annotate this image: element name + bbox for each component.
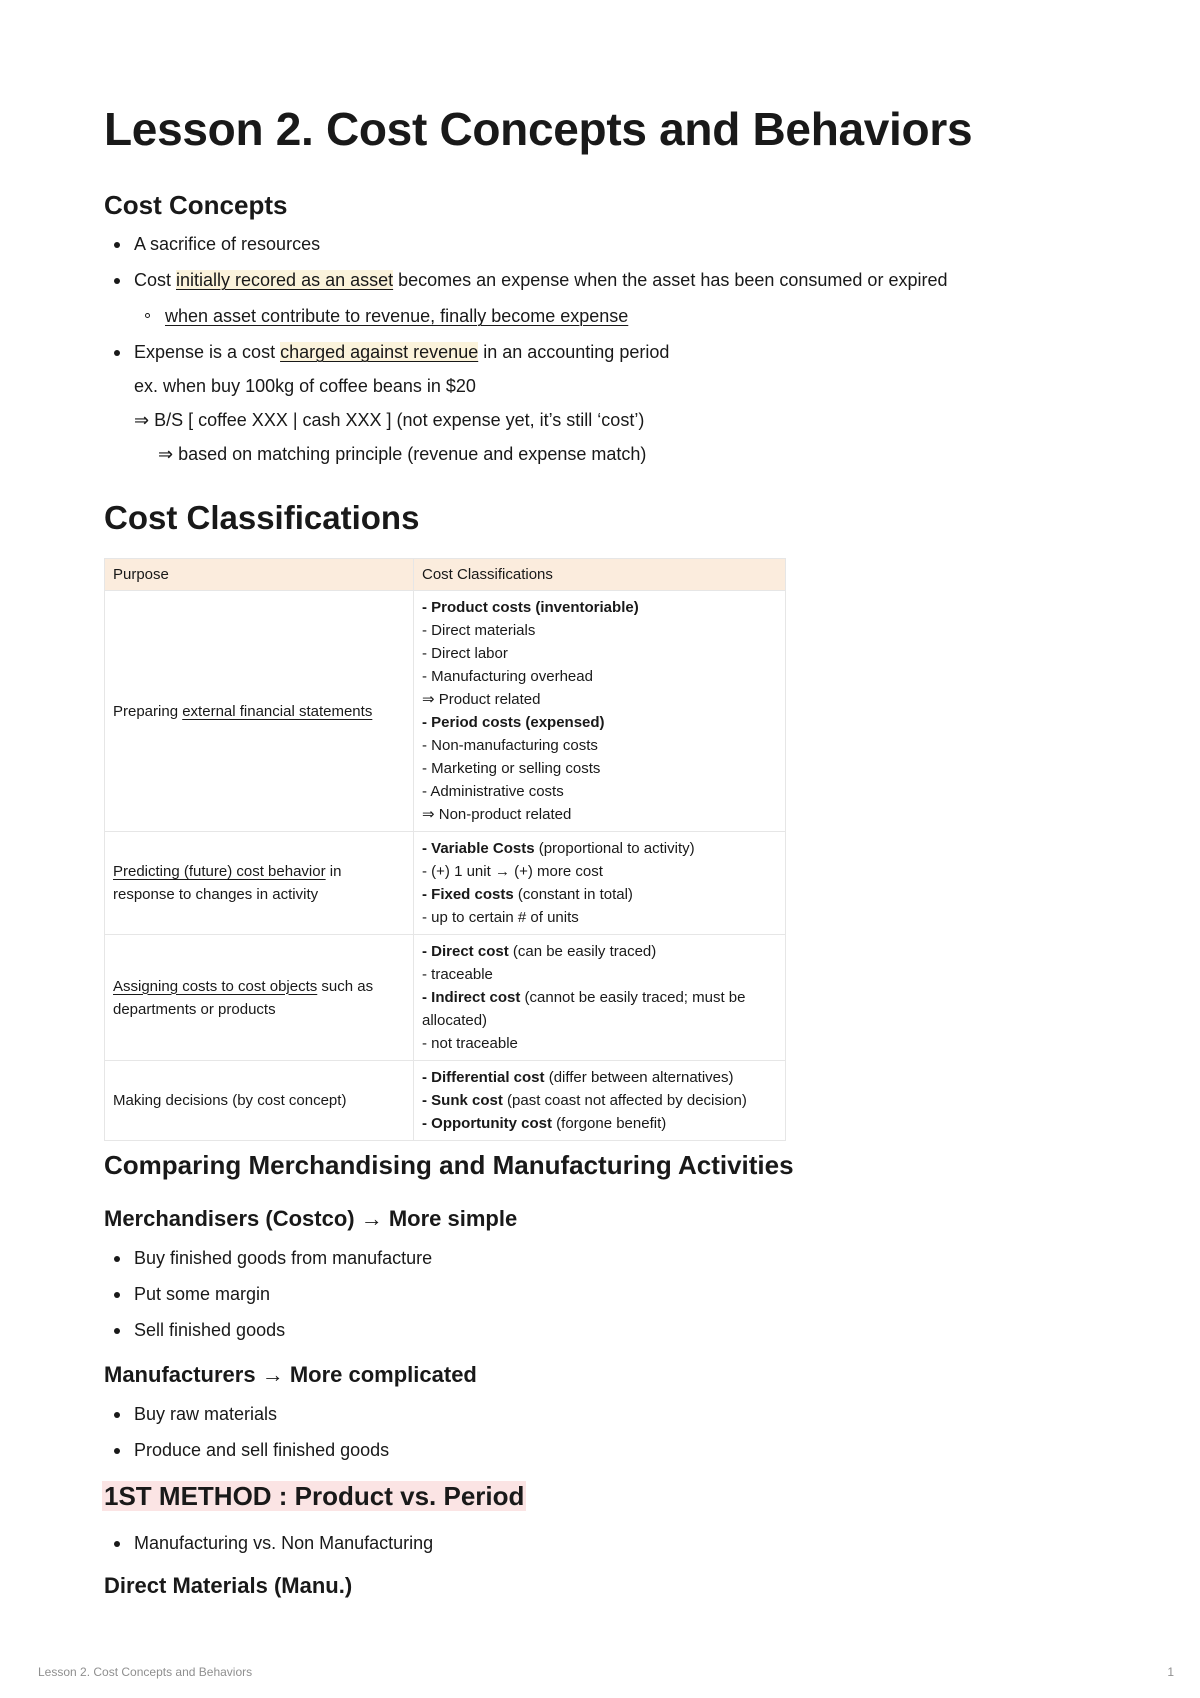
classification-cell: [414, 935, 786, 1061]
direct-materials-heading: Direct Materials (Manu.): [104, 1573, 353, 1598]
purpose-cell: Predicting (future) cost behavior in response to changes in activity: [105, 832, 414, 935]
purpose-cell: Assigning costs to cost objects such as departments or products: [105, 935, 414, 1061]
classification-line: - traceable: [422, 966, 493, 983]
table-row: [105, 1061, 786, 1141]
matching-principle-line: ⇒ based on matching principle (revenue and expense match): [158, 444, 647, 464]
classification-cell: [414, 591, 786, 832]
page-title: Lesson 2. Cost Concepts and Behaviors: [104, 103, 973, 155]
cost-classifications-table: [104, 558, 786, 1141]
classification-line: - (+) 1 unit → (+) more cost: [422, 863, 603, 880]
header-cost-classifications: Cost Classifications: [414, 559, 786, 591]
classification-line: ⇒ Non-product related: [422, 806, 572, 823]
footer-page-number: 1: [1167, 1665, 1174, 1679]
example-line: ex. when buy 100kg of coffee beans in $20: [134, 376, 476, 396]
highlight-charged-against-revenue: charged against revenue: [280, 342, 479, 362]
bullet-sacrifice: A sacrifice of resources: [134, 234, 321, 254]
header-purpose: Purpose: [105, 559, 414, 591]
classification-line: - Opportunity cost (forgone benefit): [422, 1115, 667, 1132]
merch-item-buy: Buy finished goods from manufacture: [134, 1248, 433, 1268]
classification-line: - Period costs (expensed): [422, 714, 605, 731]
classification-line: - Fixed costs (constant in total): [422, 886, 633, 903]
classification-line: - Direct cost (can be easily traced): [422, 943, 657, 960]
merch-item-margin: Put some margin: [134, 1284, 271, 1304]
method-heading: 1ST METHOD : Product vs. Period: [104, 1481, 525, 1511]
bullet-expense: Expense is a cost charged against revenue in an accounting period: [134, 342, 670, 362]
balance-sheet-line: ⇒ B/S [ coffee XXX | cash XXX ] (not expense yet, it’s still ‘cost’): [134, 410, 645, 430]
classification-line: - Differential cost (differ between alternatives): [422, 1069, 734, 1086]
classification-line: - Administrative costs: [422, 783, 564, 800]
classification-cell: [414, 1061, 786, 1141]
classification-line: - Direct labor: [422, 645, 508, 662]
classification-line: - Marketing or selling costs: [422, 760, 601, 777]
cost-concepts-heading: Cost Concepts: [104, 190, 288, 220]
table-row: [105, 591, 786, 832]
classification-cell: [414, 832, 786, 935]
manu-item-produce: Produce and sell finished goods: [134, 1440, 390, 1460]
classification-line: - not traceable: [422, 1035, 518, 1052]
classification-line: - Product costs (inventoriable): [422, 599, 639, 616]
table-row: [105, 935, 786, 1061]
classification-line: - Indirect cost (cannot be easily traced; must be allocated): [422, 989, 746, 1029]
classification-line: - Variable Costs (proportional to activity): [422, 840, 695, 857]
cost-classifications-heading: Cost Classifications: [104, 499, 420, 536]
manu-item-raw: Buy raw materials: [134, 1404, 278, 1424]
classification-line: - Non-manufacturing costs: [422, 737, 598, 754]
footer-title: Lesson 2. Cost Concepts and Behaviors: [38, 1665, 253, 1679]
classification-line: ⇒ Product related: [422, 691, 541, 708]
classification-line: - Manufacturing overhead: [422, 668, 593, 685]
merchandisers-heading: Merchandisers (Costco) → More simple: [104, 1206, 518, 1231]
method-item: Manufacturing vs. Non Manufacturing: [134, 1533, 434, 1553]
table-header-row: [105, 559, 786, 591]
purpose-cell: Preparing external financial statements: [105, 591, 414, 832]
highlight-initially-recorded: initially recored as an asset: [176, 270, 394, 290]
classification-line: - Direct materials: [422, 622, 536, 639]
comparing-heading: Comparing Merchandising and Manufacturing Activities: [104, 1150, 794, 1180]
classification-line: - up to certain # of units: [422, 909, 579, 926]
sub-bullet-contribute: when asset contribute to revenue, finally become expense: [165, 306, 629, 326]
bullet-cost-asset: Cost initially recored as an asset becomes an expense when the asset has been consumed or expired: [134, 270, 948, 290]
manufacturers-heading: Manufacturers → More complicated: [104, 1362, 477, 1387]
merch-item-sell: Sell finished goods: [134, 1320, 286, 1340]
purpose-cell: Making decisions (by cost concept): [105, 1061, 414, 1141]
table-row: [105, 832, 786, 935]
classification-line: - Sunk cost (past coast not affected by decision): [422, 1092, 747, 1109]
